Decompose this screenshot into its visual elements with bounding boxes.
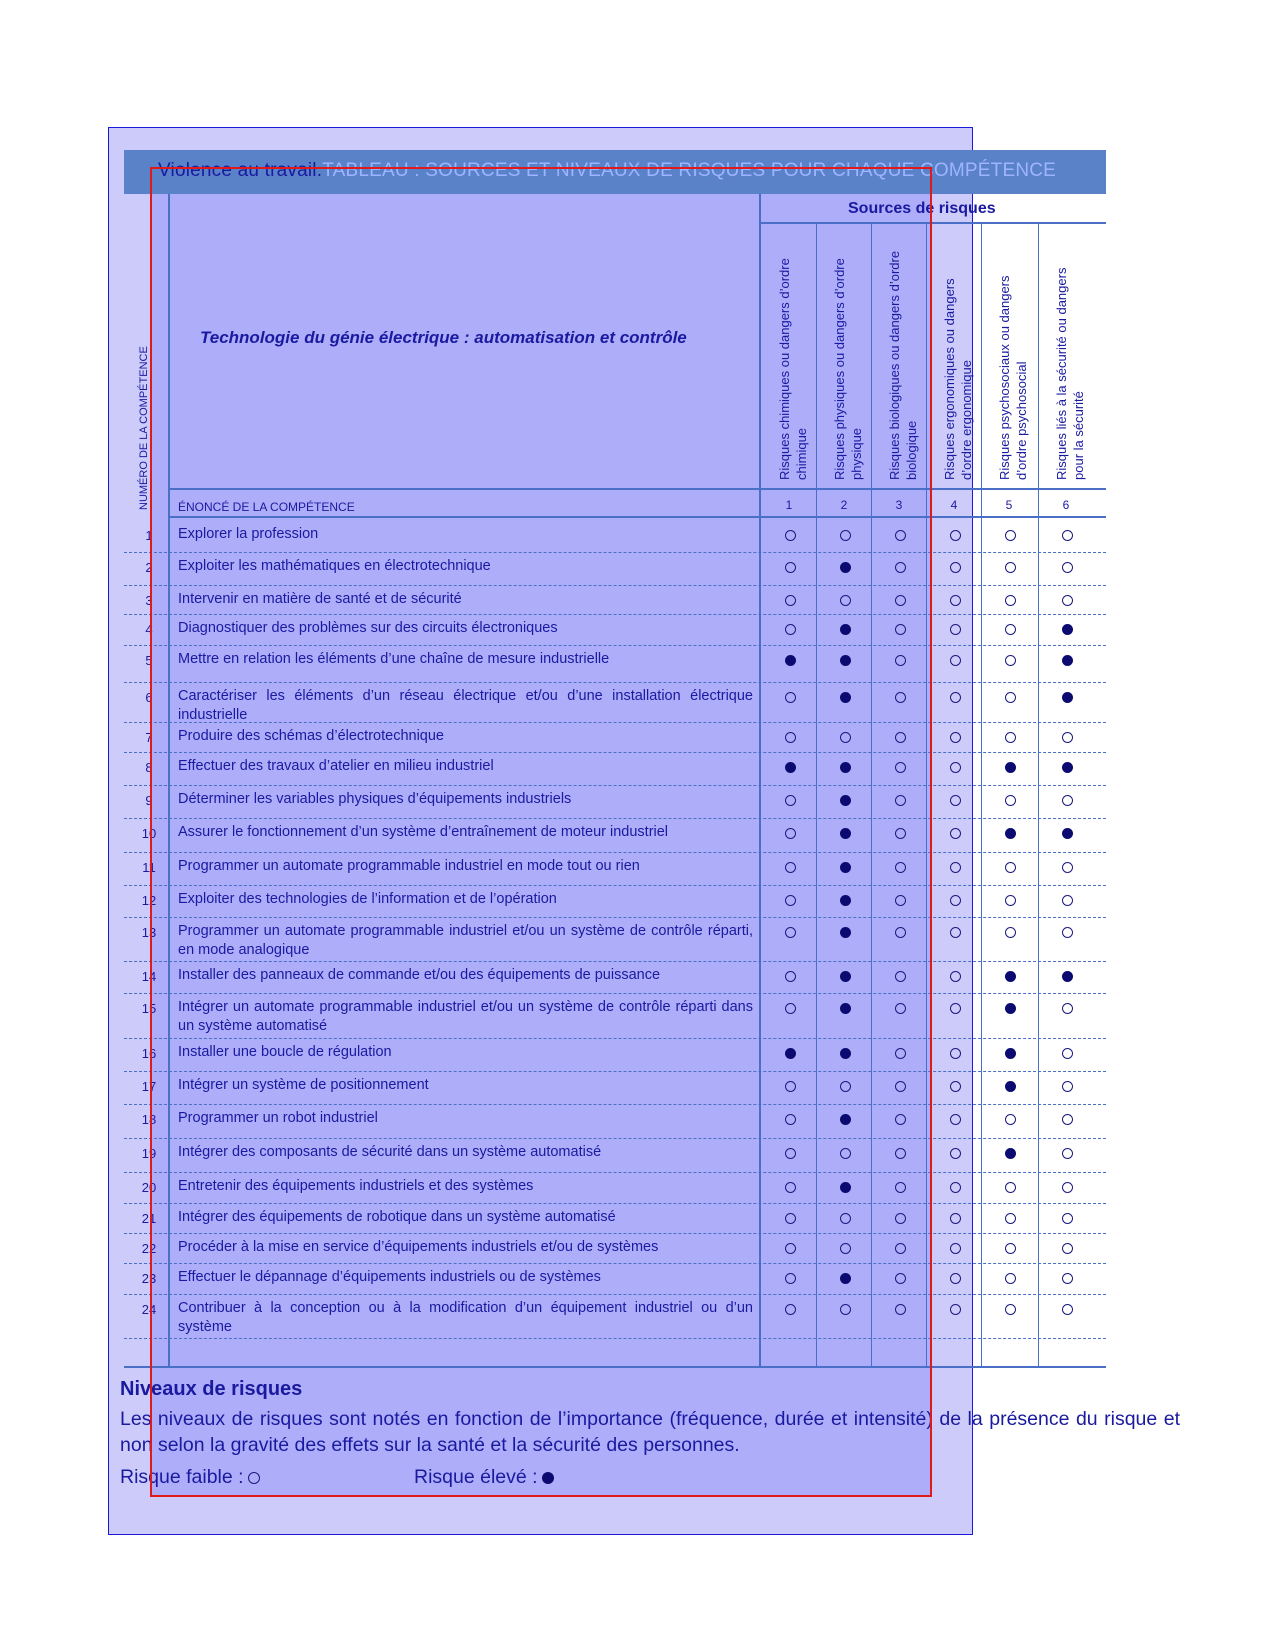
low-risk-icon bbox=[1062, 595, 1073, 606]
levels-title: Niveaux de risques bbox=[120, 1378, 303, 1400]
low-risk-icon bbox=[1062, 1003, 1073, 1014]
low-risk-icon bbox=[1005, 895, 1016, 906]
low-risk-icon bbox=[1062, 795, 1073, 806]
competence-statement: Intervenir en matière de santé et de sécurité bbox=[178, 591, 462, 607]
low-risk-icon bbox=[950, 1304, 961, 1315]
competence-statement: Diagnostiquer des problèmes sur des circuits électroniques bbox=[178, 620, 558, 636]
low-risk-icon bbox=[950, 1243, 961, 1254]
low-risk-icon bbox=[1062, 1114, 1073, 1125]
competence-number-heading bbox=[132, 300, 152, 510]
competence-number: 9 bbox=[145, 793, 153, 808]
competence-statement: Programmer un automate programmable industriel et/ou un système de contrôle réparti, en mode analogique bbox=[178, 923, 753, 958]
competence-number: 6 bbox=[145, 690, 153, 705]
low-risk-icon bbox=[950, 1048, 961, 1059]
competence-number: 1 bbox=[145, 528, 153, 543]
competence-statement: Installer une boucle de régulation bbox=[178, 1044, 392, 1060]
low-risk-icon bbox=[950, 595, 961, 606]
competence-statement: Intégrer un automate programmable industriel et/ou un système de contrôle réparti dans un système automatisé bbox=[178, 999, 753, 1034]
competence-statement: Intégrer un système de positionnement bbox=[178, 1077, 429, 1093]
competence-statement: Exploiter des technologies de l’information et de l’opération bbox=[178, 891, 557, 907]
competence-number: 23 bbox=[141, 1271, 157, 1286]
low-risk-icon bbox=[1062, 732, 1073, 743]
competence-number: 15 bbox=[141, 1001, 157, 1016]
competence-number-label: NUMÉRO DE LA COMPÉTENCE bbox=[138, 346, 150, 510]
competence-statement: Caractériser les éléments d’un réseau électrique et/ou d’une installation électrique industrielle bbox=[178, 688, 753, 723]
competence-statement: Déterminer les variables physiques d’équipements industriels bbox=[178, 791, 572, 807]
competence-number: 24 bbox=[141, 1302, 157, 1317]
low-risk-icon bbox=[1005, 795, 1016, 806]
low-risk-icon bbox=[950, 971, 961, 982]
high-risk-icon bbox=[1062, 692, 1073, 703]
low-risk-icon bbox=[1005, 862, 1016, 873]
column-header-label: Risques liés à la sécurité ou dangers pour la sécurité bbox=[1054, 267, 1086, 480]
competence-statement: Procéder à la mise en service d’équipements industriels et/ou de systèmes bbox=[178, 1239, 659, 1255]
program-subject: Technologie du génie électrique : automatisation et contrôle bbox=[200, 328, 687, 347]
high-risk-icon bbox=[1005, 971, 1016, 982]
low-risk-icon bbox=[1062, 1243, 1073, 1254]
low-risk-icon bbox=[950, 1182, 961, 1193]
low-risk-icon bbox=[1062, 927, 1073, 938]
competence-number: 19 bbox=[141, 1146, 157, 1161]
competence-statement: Effectuer des travaux d’atelier en milieu industriel bbox=[178, 758, 494, 774]
column-header-label: Risques physiques ou dangers d’ordre physique bbox=[832, 258, 864, 480]
column-number: 6 bbox=[1062, 498, 1070, 512]
competence-number: 4 bbox=[145, 622, 153, 637]
column-header-label: Risques chimiques ou dangers d’ordre chimique bbox=[777, 258, 809, 480]
low-risk-icon bbox=[950, 1081, 961, 1092]
enonce-heading: ÉNONCÉ DE LA COMPÉTENCE bbox=[178, 500, 355, 514]
competence-statement: Intégrer des composants de sécurité dans un système automatisé bbox=[178, 1144, 602, 1160]
low-risk-icon bbox=[1005, 655, 1016, 666]
low-risk-icon bbox=[950, 1148, 961, 1159]
competence-number: 2 bbox=[145, 560, 153, 575]
column-header-label: Risques biologiques ou dangers d’ordre biologique bbox=[887, 250, 919, 480]
low-risk-icon bbox=[1005, 732, 1016, 743]
competence-number: 8 bbox=[145, 760, 153, 775]
competence-number: 11 bbox=[142, 860, 156, 875]
competence-statement: Contribuer à la conception ou à la modification d’un équipement industriel ou d’un système bbox=[178, 1300, 753, 1335]
title-lead: Violence au travail. bbox=[158, 160, 323, 181]
competence-statement: Intégrer des équipements de robotique dans un système automatisé bbox=[178, 1209, 616, 1225]
competence-statement: Explorer la profession bbox=[178, 526, 319, 542]
low-risk-icon bbox=[950, 655, 961, 666]
high-risk-icon bbox=[1062, 762, 1073, 773]
competence-number: 10 bbox=[141, 826, 157, 841]
low-risk-icon bbox=[950, 562, 961, 573]
high-risk-icon bbox=[1005, 762, 1016, 773]
low-risk-icon bbox=[1005, 1243, 1016, 1254]
low-risk-icon bbox=[1005, 595, 1016, 606]
low-risk-icon bbox=[950, 624, 961, 635]
column-number: 4 bbox=[950, 498, 958, 512]
high-risk-icon bbox=[1005, 1048, 1016, 1059]
low-risk-icon bbox=[1062, 1213, 1073, 1224]
low-risk-icon bbox=[1005, 530, 1016, 541]
competence-statement: Programmer un robot industriel bbox=[178, 1110, 378, 1126]
low-risk-icon bbox=[950, 927, 961, 938]
low-risk-icon bbox=[1005, 1273, 1016, 1284]
column-number: 1 bbox=[785, 498, 793, 512]
competence-number: 12 bbox=[141, 893, 157, 908]
high-risk-icon bbox=[1062, 971, 1073, 982]
competence-number: 18 bbox=[141, 1112, 157, 1127]
column-number: 2 bbox=[840, 498, 848, 512]
low-risk-icon bbox=[1062, 1148, 1073, 1159]
low-risk-icon bbox=[1005, 1182, 1016, 1193]
low-risk-icon bbox=[950, 1213, 961, 1224]
low-risk-icon bbox=[1062, 562, 1073, 573]
competence-statement: Installer des panneaux de commande et/ou des équipements de puissance bbox=[178, 967, 661, 983]
competence-number: 7 bbox=[145, 730, 153, 745]
high-risk-icon bbox=[1062, 655, 1073, 666]
low-risk-icon bbox=[950, 1003, 961, 1014]
low-risk-icon bbox=[1062, 1182, 1073, 1193]
low-risk-icon bbox=[950, 692, 961, 703]
competence-number: 13 bbox=[141, 925, 157, 940]
low-risk-icon bbox=[1062, 1048, 1073, 1059]
low-risk-icon bbox=[1005, 1213, 1016, 1224]
inner-overlay-border bbox=[150, 167, 932, 1497]
competence-statement: Mettre en relation les éléments d’une chaîne de mesure industrielle bbox=[178, 651, 610, 667]
low-risk-icon bbox=[950, 795, 961, 806]
competence-statement: Assurer le fonctionnement d’un système d’entraînement de moteur industriel bbox=[178, 824, 669, 840]
low-risk-icon bbox=[950, 530, 961, 541]
low-risk-icon bbox=[1005, 624, 1016, 635]
column-number: 5 bbox=[1005, 498, 1013, 512]
competence-number: 17 bbox=[141, 1079, 157, 1094]
legend-low-label: Risque faible : bbox=[120, 1466, 244, 1488]
sources-heading: Sources de risques bbox=[848, 200, 996, 217]
high-risk-icon bbox=[1062, 828, 1073, 839]
column-header bbox=[1043, 235, 1089, 480]
low-risk-icon bbox=[1062, 895, 1073, 906]
low-risk-icon bbox=[950, 1114, 961, 1125]
column-header bbox=[931, 235, 977, 480]
low-risk-icon bbox=[1005, 927, 1016, 938]
title-rest: TABLEAU : SOURCES ET NIVEAUX DE RISQUES POUR CHAQUE COMPÉTENCE bbox=[322, 160, 1057, 181]
low-risk-icon bbox=[950, 828, 961, 839]
high-risk-icon bbox=[1005, 1148, 1016, 1159]
competence-statement: Exploiter les mathématiques en électrotechnique bbox=[178, 558, 491, 574]
competence-statement: Entretenir des équipements industriels et des systèmes bbox=[178, 1178, 534, 1194]
competence-statement: Produire des schémas d’électrotechnique bbox=[178, 728, 444, 744]
low-risk-icon bbox=[1062, 1273, 1073, 1284]
low-risk-icon bbox=[950, 732, 961, 743]
competence-number: 5 bbox=[145, 653, 153, 668]
high-risk-icon bbox=[1005, 1003, 1016, 1014]
low-risk-icon bbox=[950, 895, 961, 906]
column-header-label: Risques psychosociaux ou dangers d’ordre psychosocial bbox=[997, 275, 1029, 480]
competence-number: 22 bbox=[141, 1241, 157, 1256]
low-risk-icon bbox=[950, 1273, 961, 1284]
competence-statement: Effectuer le dépannage d’équipements industriels ou de systèmes bbox=[178, 1269, 601, 1285]
competence-number: 14 bbox=[141, 969, 157, 984]
low-risk-icon bbox=[950, 762, 961, 773]
column-header bbox=[986, 235, 1032, 480]
competence-number: 20 bbox=[141, 1180, 157, 1195]
low-risk-icon bbox=[950, 862, 961, 873]
high-risk-icon bbox=[1005, 828, 1016, 839]
high-risk-icon bbox=[1005, 1081, 1016, 1092]
competence-number: 16 bbox=[141, 1046, 157, 1061]
low-risk-icon bbox=[1062, 1304, 1073, 1315]
low-risk-icon bbox=[1062, 1081, 1073, 1092]
low-risk-icon bbox=[1062, 862, 1073, 873]
low-risk-icon bbox=[1005, 562, 1016, 573]
competence-number: 21 bbox=[141, 1211, 157, 1226]
levels-text: Les niveaux de risques sont notés en fonction de l’importance (fréquence, durée et intensité) de la présence du risque et non selon la gravité des effets sur la santé et la sécurité des personnes. bbox=[120, 1408, 1180, 1456]
low-risk-icon bbox=[1005, 1114, 1016, 1125]
column-number: 3 bbox=[895, 498, 903, 512]
competence-number: 3 bbox=[145, 593, 153, 608]
legend-high-label: Risque élevé : bbox=[414, 1466, 538, 1488]
low-risk-icon bbox=[1062, 530, 1073, 541]
low-risk-icon bbox=[1005, 692, 1016, 703]
column-header-label: Risques ergonomiques ou dangers d’ordre ergonomique bbox=[942, 278, 974, 480]
high-risk-icon bbox=[1062, 624, 1073, 635]
low-risk-icon bbox=[1005, 1304, 1016, 1315]
competence-statement: Programmer un automate programmable industriel en mode tout ou rien bbox=[178, 858, 640, 874]
